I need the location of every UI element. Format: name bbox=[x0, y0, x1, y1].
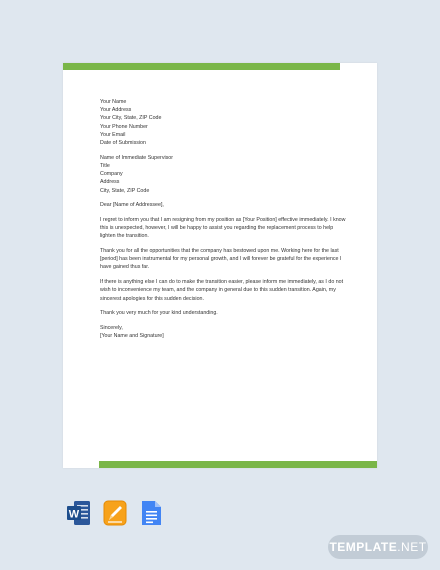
closing: Sincerely, bbox=[100, 324, 123, 331]
brand-badge[interactable] bbox=[328, 535, 428, 559]
recipient-line: Name of Immediate Supervisor bbox=[100, 154, 174, 161]
recipient-block bbox=[100, 154, 350, 195]
brand-name: TEMPLATE bbox=[329, 540, 398, 554]
recipient-line: Address bbox=[100, 179, 120, 186]
closing-block bbox=[100, 324, 350, 340]
top-accent-bar bbox=[63, 63, 340, 70]
brand-suffix: .NET bbox=[397, 540, 427, 554]
bottom-accent-bar bbox=[99, 461, 377, 468]
sender-line: Date of Submission bbox=[100, 140, 146, 147]
sender-line: Your City, State, ZIP Code bbox=[100, 115, 162, 122]
recipient-line: Title bbox=[100, 162, 110, 169]
recipient-line: Company bbox=[100, 171, 123, 178]
svg-text:W: W bbox=[68, 508, 80, 521]
paragraph: I regret to inform you that I am resigning from my position as [Your Position] effective immediately. I know this is unexpected, however, I will be happy to assist you regarding the replacement process to help lighten the transition. bbox=[100, 216, 346, 240]
signature: [Your Name and Signature] bbox=[100, 333, 164, 340]
word-icon[interactable] bbox=[67, 500, 91, 526]
sender-line: Your Name bbox=[100, 99, 127, 105]
docs-icon[interactable] bbox=[139, 500, 163, 526]
paragraph: If there is anything else I can do to make the transition easier, please inform me immediately, as I do not wish to inconvenience my team, and the company in general due to this sudden transition. Again, my sincerest apologies for this sudden decision. bbox=[100, 279, 344, 302]
salutation: Dear [Name of Addressee], bbox=[100, 202, 164, 209]
sender-line: Your Email bbox=[100, 131, 126, 138]
paragraph: Thank you very much for your kind understanding. bbox=[100, 310, 218, 317]
sender-block bbox=[100, 98, 350, 147]
sender-line: Your Address bbox=[100, 107, 132, 114]
pages-icon[interactable] bbox=[103, 500, 127, 526]
recipient-line: City, State, ZIP Code bbox=[100, 187, 150, 194]
sender-line: Your Phone Number bbox=[100, 123, 148, 130]
paragraph: Thank you for all the opportunities that the company has bestowed upon me. Working here for the last [period] has been instrumental for my personal growth, and I will forever be grateful for the experience I have gained thus far. bbox=[100, 248, 342, 271]
letter-body bbox=[100, 98, 350, 347]
letter-page bbox=[63, 63, 377, 468]
